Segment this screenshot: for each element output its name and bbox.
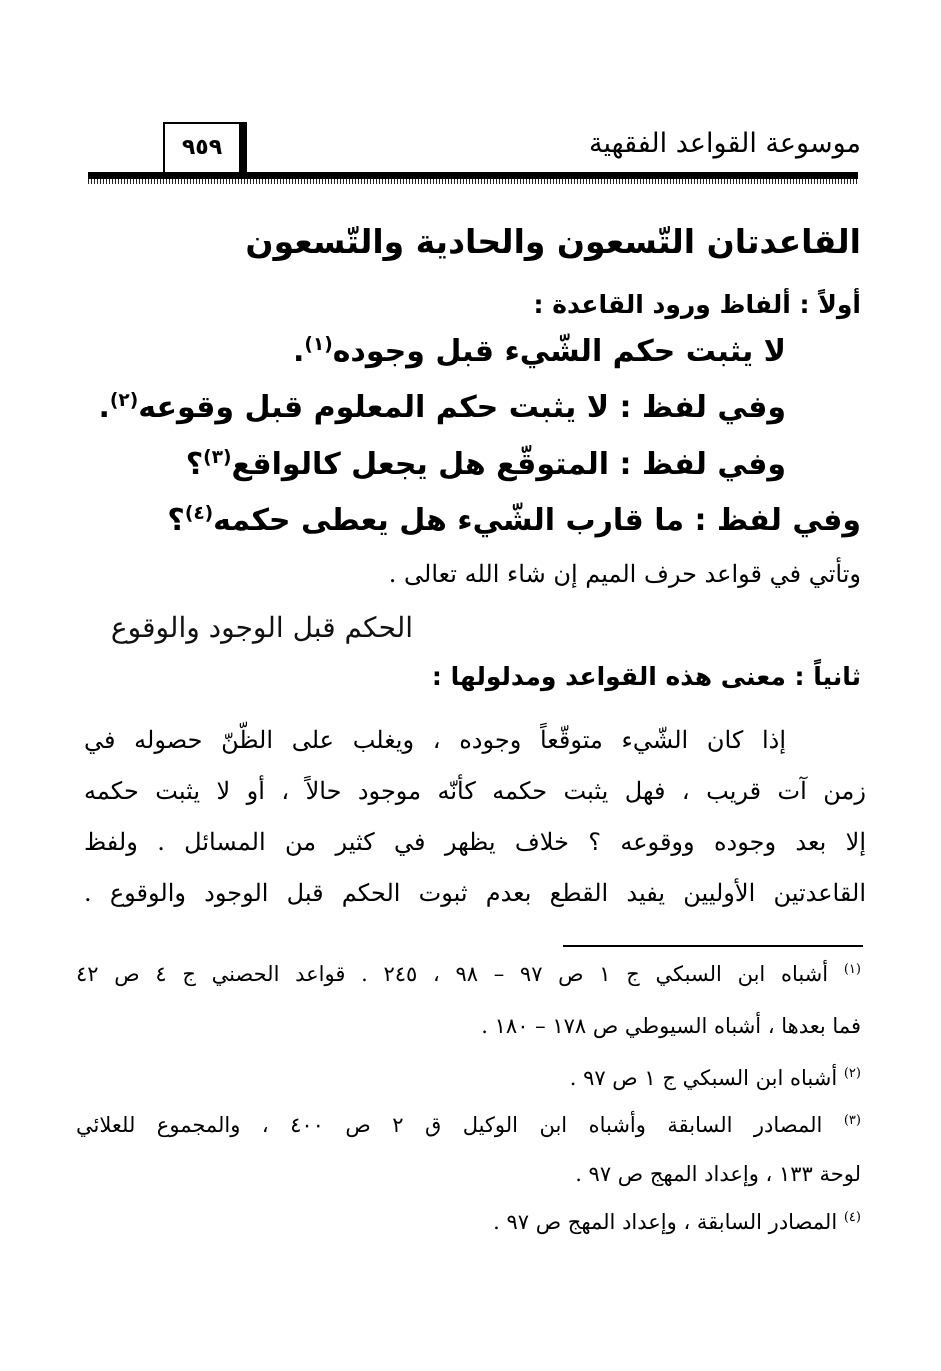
body-paragraph <box>84 715 866 919</box>
running-header-title: موسوعة القواعد الفقهية <box>589 128 861 159</box>
footnote-ref: (٤) <box>184 503 214 524</box>
paragraph-line: زمن آت قريب ، فهل يثبت حكمه كأنّه موجود حالاً ، أو لا يثبت حكمه <box>84 777 867 805</box>
footnote-separator <box>563 945 863 947</box>
paragraph-line: إلا بعد وجوده ووقوعه ؟ خلاف يظهر في كثير من المسائل . ولفظ <box>84 828 866 856</box>
header-rule-hatched <box>88 179 858 184</box>
footnote-number: (٣) <box>843 1113 861 1128</box>
rule-statement: وفي لفظ : لا يثبت حكم المعلوم قبل وقوعه$^{(٢)}$. <box>98 390 786 425</box>
footnote-ref: (٣) <box>203 447 232 468</box>
footnote-number: (٢) <box>843 1066 861 1081</box>
footnote-line: $^{(٢)}$ أشباه ابن السبكي ج ١ ص ٩٧ . <box>569 1066 861 1090</box>
page-number-box: ٩٥٩ <box>163 122 247 172</box>
footnote-ref: (٢) <box>109 390 139 411</box>
handwritten-annotation: الحكم قبل الوجود والوقوع <box>110 611 413 644</box>
first-subheading: أولاً : ألفاظ ورود القاعدة : <box>533 290 861 319</box>
footnote-line: فما بعدها ، أشباه السيوطي ص ١٧٨ – ١٨٠ . <box>481 1014 861 1038</box>
footnote-number: (١) <box>843 962 861 977</box>
rule-statement: وفي لفظ : المتوقّع هل يجعل كالواقع$^{(٣)}$؟ <box>185 447 786 482</box>
footnote-line: $^{(١)}$ أشباه ابن السبكي ج ١ ص ٩٧ – ٩٨ ، ٢٤٥ . قواعد الحصني ج ٤ ص ٤٢ <box>76 962 861 986</box>
header-rule <box>88 172 858 179</box>
footnote-line: لوحة ١٣٣ ، وإعداد المهج ص ٩٧ . <box>575 1162 861 1186</box>
rule-statement: وفي لفظ : ما قارب الشّيء هل يعطى حكمه$^{(٤)}$؟ <box>167 503 861 538</box>
cross-reference-note: وتأتي في قواعد حرف الميم إن شاء الله تعالى . <box>388 560 861 588</box>
section-title: القاعدتان التّسعون والحادية والتّسعون <box>245 222 861 261</box>
footnote-line: $^{(٤)}$ المصادر السابقة ، وإعداد المهج ص ٩٧ . <box>493 1210 861 1234</box>
paragraph-line: إذا كان الشّيء متوقّعاً وجوده ، ويغلب على الظّنّ حصوله في <box>84 726 786 754</box>
paragraph-line: القاعدتين الأوليين يفيد القطع بعدم ثبوت الحكم قبل الوجود والوقوع . <box>84 879 866 907</box>
footnote-line: $^{(٣)}$ المصادر السابقة وأشباه ابن الوكيل ق ٢ ص ٤٠٠ ، والمجموع للعلائي <box>76 1113 861 1137</box>
second-subheading: ثانياً : معنى هذه القواعد ومدلولها : <box>431 662 861 691</box>
footnote-ref: (١) <box>304 334 333 355</box>
rule-statement: لا يثبت حكم الشّيء قبل وجوده$^{(١)}$. <box>292 334 786 369</box>
footnote-number: (٤) <box>843 1210 861 1225</box>
